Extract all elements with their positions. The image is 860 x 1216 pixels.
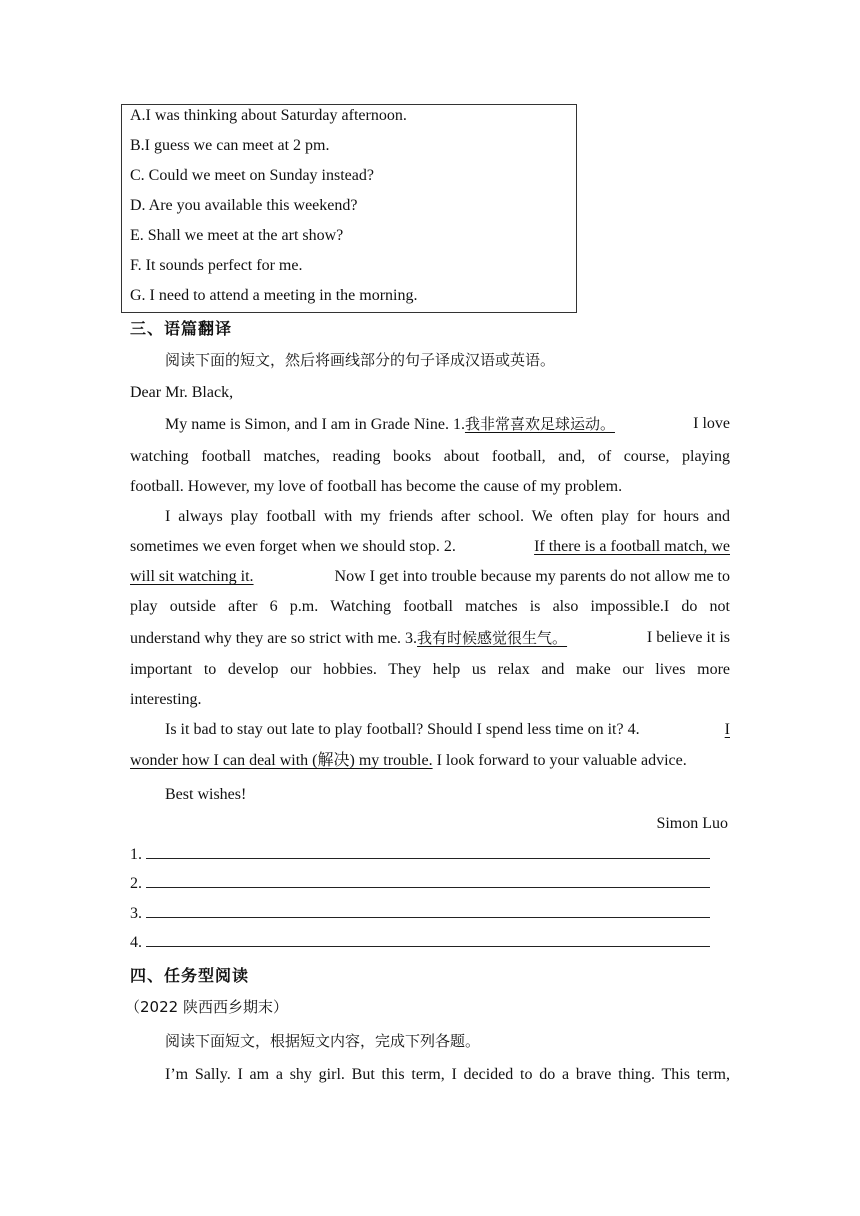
option-c: C. Could we meet on Sunday instead? [130, 167, 374, 184]
answer-line-1[interactable] [130, 843, 710, 866]
signature: Simon Luo [656, 815, 728, 832]
answer-line-2[interactable] [130, 872, 710, 895]
underlined-sentence-4-part-2: wonder how I can deal with (解决) my trouble. [130, 752, 433, 769]
paragraph-3-line-1 [165, 719, 730, 741]
answer-number: 1. [130, 846, 142, 863]
text-span: understand why they are so strict with me. 3. [130, 630, 418, 647]
text-span: Now I get into trouble because my parents do not allow me to [334, 568, 730, 585]
paragraph-2-line-5 [130, 627, 730, 650]
section-4-heading: 四、任务型阅读 [130, 966, 250, 985]
option-a: A.I was thinking about Saturday afternoon. [130, 107, 407, 124]
paragraph-2-line-4: play outside after 6 p.m. Watching football matches is also impossible.I do not [130, 598, 730, 615]
text-span: I believe it is [646, 629, 730, 646]
answer-blank[interactable] [146, 872, 710, 888]
paragraph-2-line-7: interesting. [130, 691, 202, 708]
underlined-sentence-2-part-2: will sit watching it. [130, 568, 254, 585]
underlined-sentence-2-part-1: If there is a football match, we [534, 538, 730, 555]
paragraph-1-line-3: football. However, my love of football has become the cause of my problem. [130, 478, 623, 495]
paragraph-1-line-1 [165, 413, 730, 436]
paragraph-2-line-2 [130, 536, 730, 558]
paragraph-3-line-2 [130, 750, 687, 772]
closing: Best wishes! [165, 786, 247, 803]
answer-number: 4. [130, 934, 142, 951]
options-box [121, 104, 577, 313]
section-4-text-line-1: I’m Sally. I am a shy girl. But this term, I decided to do a brave thing. This term, [165, 1066, 730, 1083]
section-3-heading: 三、语篇翻译 [130, 319, 233, 338]
text-span: Is it bad to stay out late to play football? Should I spend less time on it? 4. [165, 721, 640, 738]
text-span: I love [693, 415, 730, 432]
text-span: sometimes we even forget when we should stop. 2. [130, 538, 456, 555]
answer-number: 3. [130, 905, 142, 922]
option-d: D. Are you available this weekend? [130, 197, 358, 214]
paragraph-1-line-2: watching football matches, reading books about football, and, of course, playing [130, 448, 730, 465]
salutation: Dear Mr. Black, [130, 384, 234, 401]
answer-number: 2. [130, 875, 142, 892]
option-b: B.I guess we can meet at 2 pm. [130, 137, 330, 154]
paragraph-2-line-1: I always play football with my friends after school. We often play for hours and [165, 508, 730, 525]
section-4-source: （2022 陕西西乡期末） [125, 998, 288, 1016]
underlined-sentence-4-part-1: I [724, 721, 730, 738]
underlined-sentence-1: 我非常喜欢足球运动。 [464, 415, 615, 433]
answer-blank[interactable] [146, 843, 710, 859]
answer-blank[interactable] [146, 902, 710, 918]
underlined-sentence-3: 我有时候感觉很生气。 [417, 629, 568, 647]
paragraph-2-line-6: important to develop our hobbies. They help us relax and make our lives more [130, 661, 730, 678]
option-f: F. It sounds perfect for me. [130, 257, 303, 274]
paragraph-2-line-3 [130, 566, 730, 588]
section-4-instruction: 阅读下面短文，根据短文内容，完成下列各题。 [165, 1032, 481, 1050]
answer-blank[interactable] [146, 931, 710, 947]
answer-line-4[interactable] [130, 931, 710, 954]
option-g: G. I need to attend a meeting in the morning. [130, 287, 418, 304]
text-span: I look forward to your valuable advice. [432, 752, 687, 769]
option-e: E. Shall we meet at the art show? [130, 227, 344, 244]
answer-line-3[interactable] [130, 902, 710, 925]
text-span: My name is Simon, and I am in Grade Nine. 1. [165, 416, 465, 433]
section-3-instruction: 阅读下面的短文，然后将画线部分的句子译成汉语或英语。 [165, 351, 556, 369]
